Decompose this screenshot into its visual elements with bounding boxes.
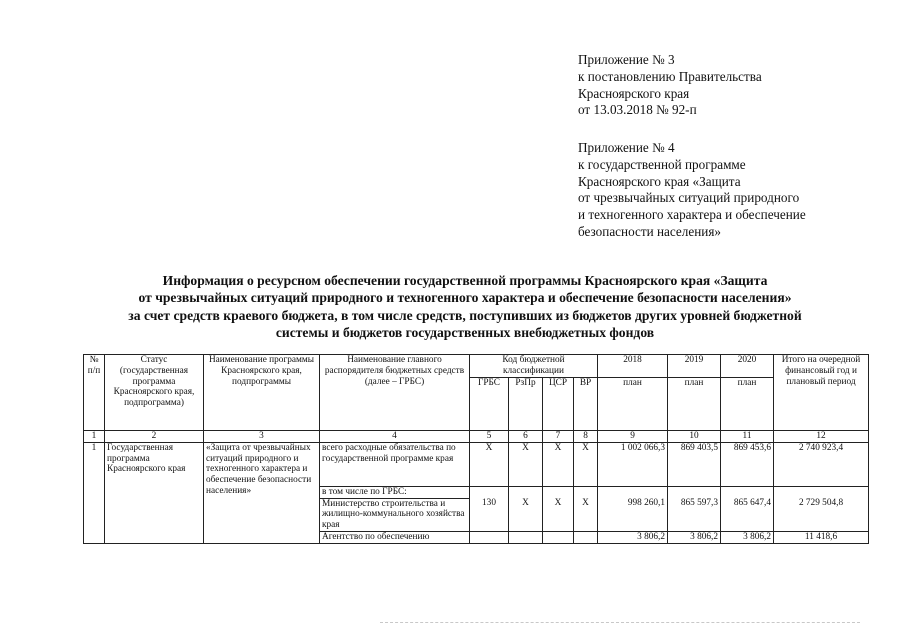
- cell-grbs: X: [470, 442, 509, 486]
- cell-2019: 3 806,2: [668, 531, 721, 543]
- appendix-4-line: Приложение № 4: [578, 140, 675, 155]
- appendix-4-line: от чрезвычайных ситуаций природного: [578, 190, 800, 206]
- cell-empty: [721, 486, 774, 498]
- header-csr: ЦСР: [543, 378, 574, 431]
- column-number: 12: [774, 431, 869, 443]
- appendix-3-block: [578, 52, 762, 119]
- column-number: 9: [598, 431, 668, 443]
- cell-2019: 869 403,5: [668, 442, 721, 486]
- column-number: 7: [543, 431, 574, 443]
- appendix-4-line: к государственной программе: [578, 156, 746, 172]
- cell-vr: X: [574, 498, 598, 531]
- header-num: № п/п: [84, 355, 105, 431]
- column-number: 10: [668, 431, 721, 443]
- column-number: 3: [204, 431, 320, 443]
- cell-empty: [598, 486, 668, 498]
- header-rzpr: РзПр: [509, 378, 543, 431]
- header-total: Итого на очередной финансовый год и плановый период: [774, 355, 869, 431]
- column-number: 11: [721, 431, 774, 443]
- column-number: 8: [574, 431, 598, 443]
- program-num: 1: [84, 442, 105, 543]
- header-2019: 2019: [668, 355, 721, 378]
- row-label: Агентство по обеспечению: [320, 531, 470, 543]
- cell-grbs: 130: [470, 498, 509, 531]
- column-number: 1: [84, 431, 105, 443]
- header-plan-2018: план: [598, 378, 668, 431]
- cell-2018: 3 806,2: [598, 531, 668, 543]
- cell-2020: 869 453,6: [721, 442, 774, 486]
- appendix-3-line: от 13.03.2018 № 92-п: [578, 102, 697, 118]
- header-vr: ВР: [574, 378, 598, 431]
- header-plan-2020: план: [721, 378, 774, 431]
- resource-table: [83, 354, 869, 544]
- cell-2018: 1 002 066,3: [598, 442, 668, 486]
- cell-empty: [543, 486, 574, 498]
- program-name: «Защита от чрезвычайных ситуаций природного и техногенного характера и обеспечение безопасности населения»: [204, 442, 320, 543]
- cell-2020: 3 806,2: [721, 531, 774, 543]
- header-plan-2019: план: [668, 378, 721, 431]
- header-2020: 2020: [721, 355, 774, 378]
- title-line: системы и бюджетов государственных внебюджетных фондов: [275, 325, 655, 341]
- cell-2020: 865 647,4: [721, 498, 774, 531]
- cell-grbs: [470, 531, 509, 543]
- column-number: 6: [509, 431, 543, 443]
- appendix-4-line: и техногенного характера и обеспечение: [578, 207, 806, 223]
- scan-artifact-line: [380, 622, 860, 624]
- cell-empty: [774, 486, 869, 498]
- appendix-3-line: к постановлению Правительства: [578, 68, 762, 84]
- column-number: 5: [470, 431, 509, 443]
- header-row: [84, 355, 869, 378]
- title-line: за счет средств краевого бюджета, в том числе средств, поступивших из бюджетов других уровней бюджетной: [128, 307, 802, 323]
- document-title: [60, 272, 870, 342]
- row-label: всего расходные обязательства по государственной программе края: [320, 442, 470, 486]
- cell-vr: [574, 531, 598, 543]
- row-label: Министерство строительства и жилищно-коммунального хозяйства края: [320, 498, 470, 531]
- cell-total: 2 740 923,4: [774, 442, 869, 486]
- cell-2019: 865 597,3: [668, 498, 721, 531]
- header-status: Статус (государственная программа Красноярского края, подпрограмма): [105, 355, 204, 431]
- header-budget-code: Код бюджетной классификации: [470, 355, 598, 378]
- cell-empty: [668, 486, 721, 498]
- column-number-row: [84, 431, 869, 443]
- cell-empty: [470, 486, 509, 498]
- cell-empty: [574, 486, 598, 498]
- cell-total: 11 418,6: [774, 531, 869, 543]
- cell-empty: [509, 486, 543, 498]
- header-grbs-name: Наименование главного распорядителя бюджетных средств (далее – ГРБС): [320, 355, 470, 431]
- header-2018: 2018: [598, 355, 668, 378]
- appendix-4-line: Красноярского края «Защита: [578, 173, 741, 189]
- title-line: Информация о ресурсном обеспечении государственной программы Красноярского края «Защита: [162, 273, 768, 288]
- cell-2018: 998 260,1: [598, 498, 668, 531]
- appendix-4-line: безопасности населения»: [578, 223, 721, 239]
- header-grbs: ГРБС: [470, 378, 509, 431]
- cell-csr: X: [543, 442, 574, 486]
- column-number: 2: [105, 431, 204, 443]
- cell-total: 2 729 504,8: [774, 498, 869, 531]
- appendix-3-line: Приложение № 3: [578, 52, 675, 67]
- cell-rzpr: X: [509, 442, 543, 486]
- table-row-total: [84, 442, 869, 486]
- cell-csr: X: [543, 498, 574, 531]
- column-number: 4: [320, 431, 470, 443]
- cell-rzpr: X: [509, 498, 543, 531]
- title-line: от чрезвычайных ситуаций природного и техногенного характера и обеспечение безопасности населения»: [138, 290, 792, 306]
- header-program-name: Наименование программы Красноярского края, подпрограммы: [204, 355, 320, 431]
- cell-vr: X: [574, 442, 598, 486]
- row-label: в том числе по ГРБС:: [320, 486, 470, 498]
- program-status: Государственная программа Красноярского края: [105, 442, 204, 543]
- appendix-4-block: [578, 140, 806, 241]
- cell-csr: [543, 531, 574, 543]
- cell-rzpr: [509, 531, 543, 543]
- appendix-3-line: Красноярского края: [578, 85, 690, 101]
